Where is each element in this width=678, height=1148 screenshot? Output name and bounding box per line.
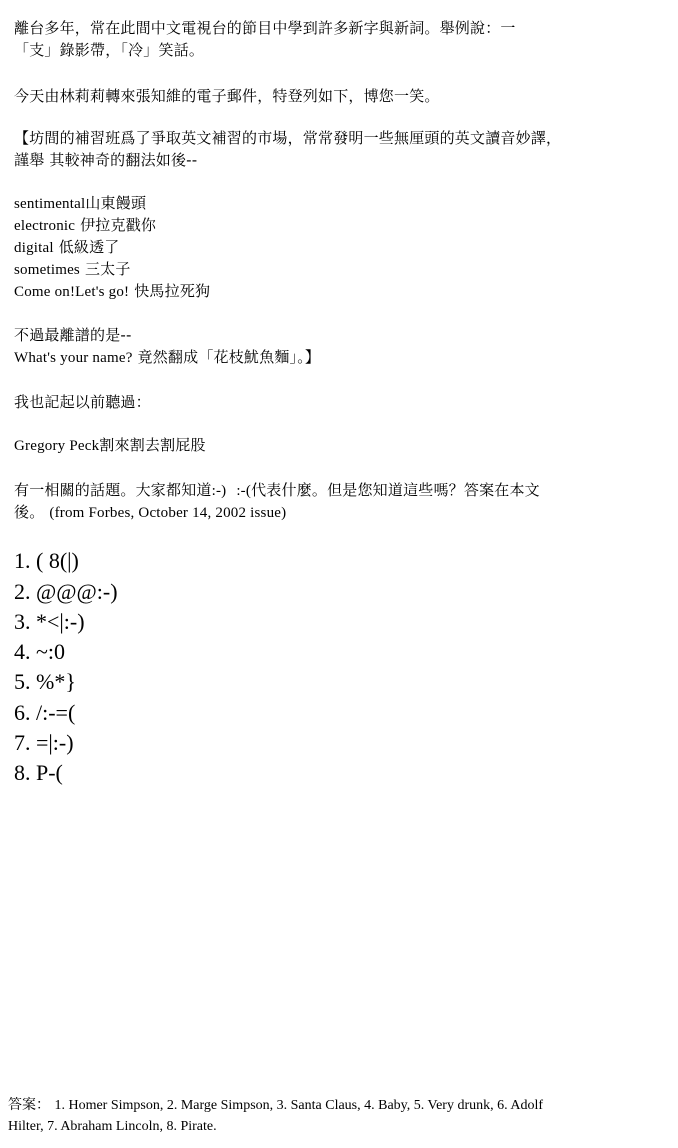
answer-text-2: Hilter, 7. Abraham Lincoln, 8. Pirate. xyxy=(8,1119,217,1134)
emoticon-item: 1. ( 8(|) xyxy=(14,548,79,573)
worst-line-2 xyxy=(14,347,320,368)
answer-label: 答案： xyxy=(8,1097,50,1113)
translation-english: digital xyxy=(14,240,54,256)
translation-english: sometimes xyxy=(14,262,80,278)
emoticon-item: 6. /:-=( xyxy=(14,700,76,725)
emoticon-item: 2. @@@:-) xyxy=(14,579,118,604)
translation-chinese: 快馬拉死狗 xyxy=(134,282,211,300)
smiley-sad: :-( xyxy=(236,483,252,499)
translation-item xyxy=(14,281,210,302)
translation-english: Come on!Let's go! xyxy=(14,284,130,300)
translation-item xyxy=(14,237,120,258)
worst-line-1: 不過最離譜的是-- xyxy=(14,326,132,344)
translation-chinese: 低級透了 xyxy=(58,238,120,256)
answer-line-2 xyxy=(8,1116,217,1137)
smiley-happy: :-) xyxy=(211,483,227,499)
emoticon-item: 4. ~:0 xyxy=(14,639,66,664)
emoticon-item: 8. P-( xyxy=(14,760,63,785)
related-line-2 xyxy=(14,502,286,523)
translation-chinese: 伊拉克戳你 xyxy=(80,216,157,234)
quote-line-1: 【坊間的補習班爲了爭取英文補習的市場，常常發明一些無厘頭的英文讀音妙譯， xyxy=(14,129,562,147)
intro-line-2: 「支」錄影帶，「冷」笑話。 xyxy=(14,41,205,59)
translation-item xyxy=(14,193,146,214)
intro-line-1: 離台多年，常在此間中文電視台的節目中學到許多新字與新詞。舉例說：一 xyxy=(14,19,516,37)
related-line-1 xyxy=(14,480,540,501)
quote-line-2: 謹舉 其較神奇的翻法如後-- xyxy=(14,151,198,169)
memory-line: 我也記起以前聽過： xyxy=(14,393,151,411)
related-text-a: 有一相關的話題。大家都知道 xyxy=(14,481,212,499)
worst-english: What's your name? xyxy=(14,350,133,366)
translation-english: electronic xyxy=(14,218,76,234)
translation-item xyxy=(14,259,131,280)
translation-english: sentimental xyxy=(14,196,86,212)
gregory-english: Gregory Peck xyxy=(14,438,100,454)
source-citation: (from Forbes, October 14, 2002 issue) xyxy=(49,505,287,521)
worst-chinese: 竟然翻成「花枝魷魚麵」。】 xyxy=(137,348,321,366)
gregory-line xyxy=(14,435,206,456)
answer-text-1: 1. Homer Simpson, 2. Marge Simpson, 3. Santa Claus, 4. Baby, 5. Very drunk, 6. Adolf xyxy=(54,1098,544,1113)
related-text-b: 代表什麼。但是您知道這些嗎？答案在本文 xyxy=(251,481,540,499)
gregory-chinese: 割來割去割屁股 xyxy=(99,436,206,454)
emoticon-item: 5. %*} xyxy=(14,669,76,694)
answer-line-1 xyxy=(8,1095,543,1116)
translation-chinese: 三太子 xyxy=(84,260,131,278)
emoticon-item: 3. *<|:-) xyxy=(14,609,85,634)
translation-chinese: 山東饅頭 xyxy=(85,194,147,212)
related-text-c: 後。 xyxy=(14,503,45,521)
email-note: 今天由林莉莉轉來張知維的電子郵件，特登列如下，博您一笑。 xyxy=(14,87,440,105)
translation-item xyxy=(14,215,156,236)
emoticon-item: 7. =|:-) xyxy=(14,730,74,755)
